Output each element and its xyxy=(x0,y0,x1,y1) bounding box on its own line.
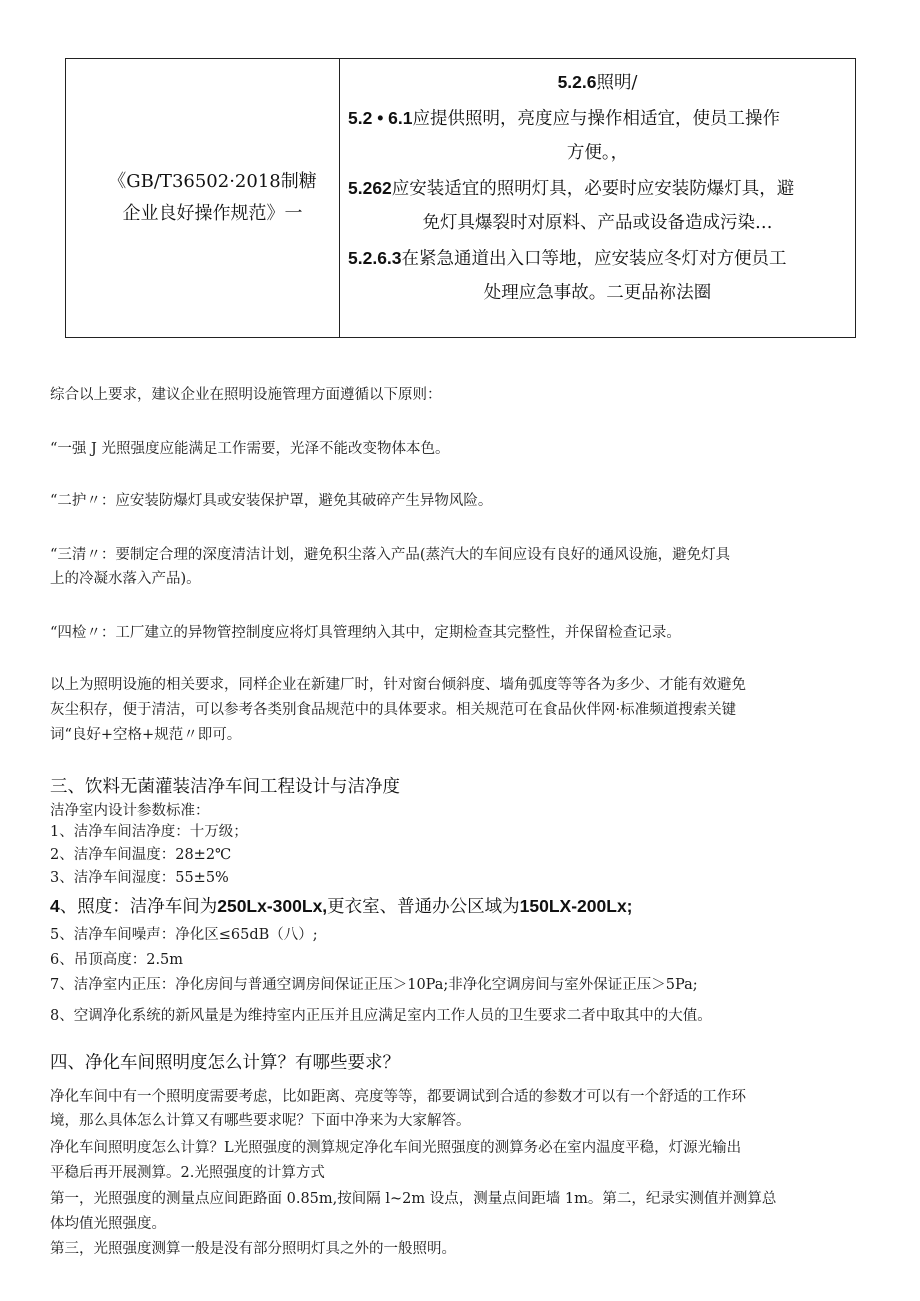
clause-1-number: 5.2 • 6.1 xyxy=(348,107,413,128)
param-item-5: 5、洁净车间噪声：净化区≤65dB（八）; xyxy=(50,927,318,943)
param-item-4: 4、照度：洁净车间为250Lx-300Lx,更衣室、普通办公区域为150LX-200Lx; xyxy=(50,896,633,917)
clause-2-line1: 5.262应安装适宜的照明灯具，必要时应安装防爆灯具，避 xyxy=(348,177,795,199)
section4-line6: 体均值光照强度。 xyxy=(50,1216,166,1232)
clause-3-line1: 5.2.6.3在紧急通道出入口等地，应安装应冬灯对方便员工 xyxy=(348,247,787,269)
param-item-1: 1、洁净车间洁净度：十万级； xyxy=(50,824,248,840)
section4-line4: 平稳后再开展测算。2.光照强度的计算方式 xyxy=(50,1165,325,1181)
clause-2-number: 5.262 xyxy=(348,177,392,198)
clause-3-line2: 处理应急事故。二更品祢法圈 xyxy=(483,283,712,303)
principle-1: “一强 J 光照强度应能满足工作需要，光泽不能改变物体本色。 xyxy=(50,441,450,457)
section4-line1: 净化车间中有一个照明度需要考虑，比如距离、亮度等等，都要调试到合适的参数才可以有一个舒适的工作环 xyxy=(50,1089,746,1105)
principle-3-line1: “三清〃：要制定合理的深度清洁计划，避免积尘落入产品(蒸汽大的车间应设有良好的通风设施，避免灯具 xyxy=(50,547,731,563)
section4-heading: 四、净化车间照明度怎么计算？有哪些要求？ xyxy=(50,1053,400,1073)
clause-cell xyxy=(340,59,855,337)
param-item-2: 2、洁净车间温度：28±2℃ xyxy=(50,847,232,863)
principle-3-line2: 上的冷凝水落入产品)。 xyxy=(50,571,201,587)
closing-line3: 词“良好+空格+规范〃即可。 xyxy=(50,727,242,743)
param-item-3: 3、洁净车间湿度：55±5% xyxy=(50,870,229,886)
section4-line2: 境，那么具体怎么计算又有哪些要求呢？下面中净来为大家解答。 xyxy=(50,1113,471,1129)
clause-1-line2: 方便。， xyxy=(566,143,629,163)
param-item-8: 8、空调净化系统的新风量是为维持室内正压并且应满足室内工作人员的卫生要求二者中取其中的大值。 xyxy=(50,1008,712,1024)
section4-line3: 净化车间照明度怎么计算？L光照强度的测算规定净化车间光照强度的测算务必在室内温度平稳，灯源光输出 xyxy=(50,1140,742,1156)
summary-text: 综合以上要求，建议企业在照明设施管理方面遵循以下原则： xyxy=(50,387,442,403)
clause-heading-number: 5.2.6 xyxy=(557,72,597,92)
param-item-6: 6、吊顶高度：2.5m xyxy=(50,952,184,968)
principle-2: “二护〃：应安装防爆灯具或安装保护罩，避免其破碎产生异物风险。 xyxy=(50,493,493,509)
standard-cell xyxy=(66,59,339,337)
closing-line1: 以上为照明设施的相关要求，同样企业在新建厂时，针对窗台倾斜度、墙角弧度等等各为多少、才能有效避免 xyxy=(50,677,746,693)
clause-3-number: 5.2.6.3 xyxy=(348,247,402,268)
standard-title-line1: 《GB/T36502·2018制糖 xyxy=(108,171,317,192)
section3-heading: 三、饮料无菌灌装洁净车间工程设计与洁净度 xyxy=(50,777,400,797)
clause-heading xyxy=(348,65,847,101)
standard-title-line2: 企业良好操作规范》一 xyxy=(122,203,303,224)
param-item-7: 7、洁净室内正压：净化房间与普通空调房间保证正压＞10Pa;非净化空调房间与室外保证正压＞5Pa; xyxy=(50,977,698,993)
section4-line5: 第一，光照强度的测量点应间距路面 0.85m,按间隔 l~2m 设点，测量点间距墙 1m。第二，纪录实测值并测算总 xyxy=(50,1191,777,1207)
standards-table xyxy=(65,58,856,338)
closing-line2: 灰尘积存，便于清洁，可以参考各类别食品规范中的具体要求。相关规范可在食品伙伴网·标准频道搜索关键 xyxy=(50,702,737,718)
section3-intro: 洁净室内设计参数标准： xyxy=(50,803,210,819)
clause-2-line2: 免灯具爆裂时对原料、产品或设备造成污染… xyxy=(422,213,773,233)
principle-4: “四检〃：工厂建立的异物管控制度应将灯具管理纳入其中，定期检查其完整性，并保留检查记录。 xyxy=(50,625,681,641)
clause-1-line1: 5.2 • 6.1应提供照明，亮度应与操作相适宜，使员工操作 xyxy=(348,107,781,129)
section4-line7: 第三，光照强度测算一般是没有部分照明灯具之外的一般照明。 xyxy=(50,1241,456,1257)
clause-heading-text: 照明/ xyxy=(596,73,638,93)
